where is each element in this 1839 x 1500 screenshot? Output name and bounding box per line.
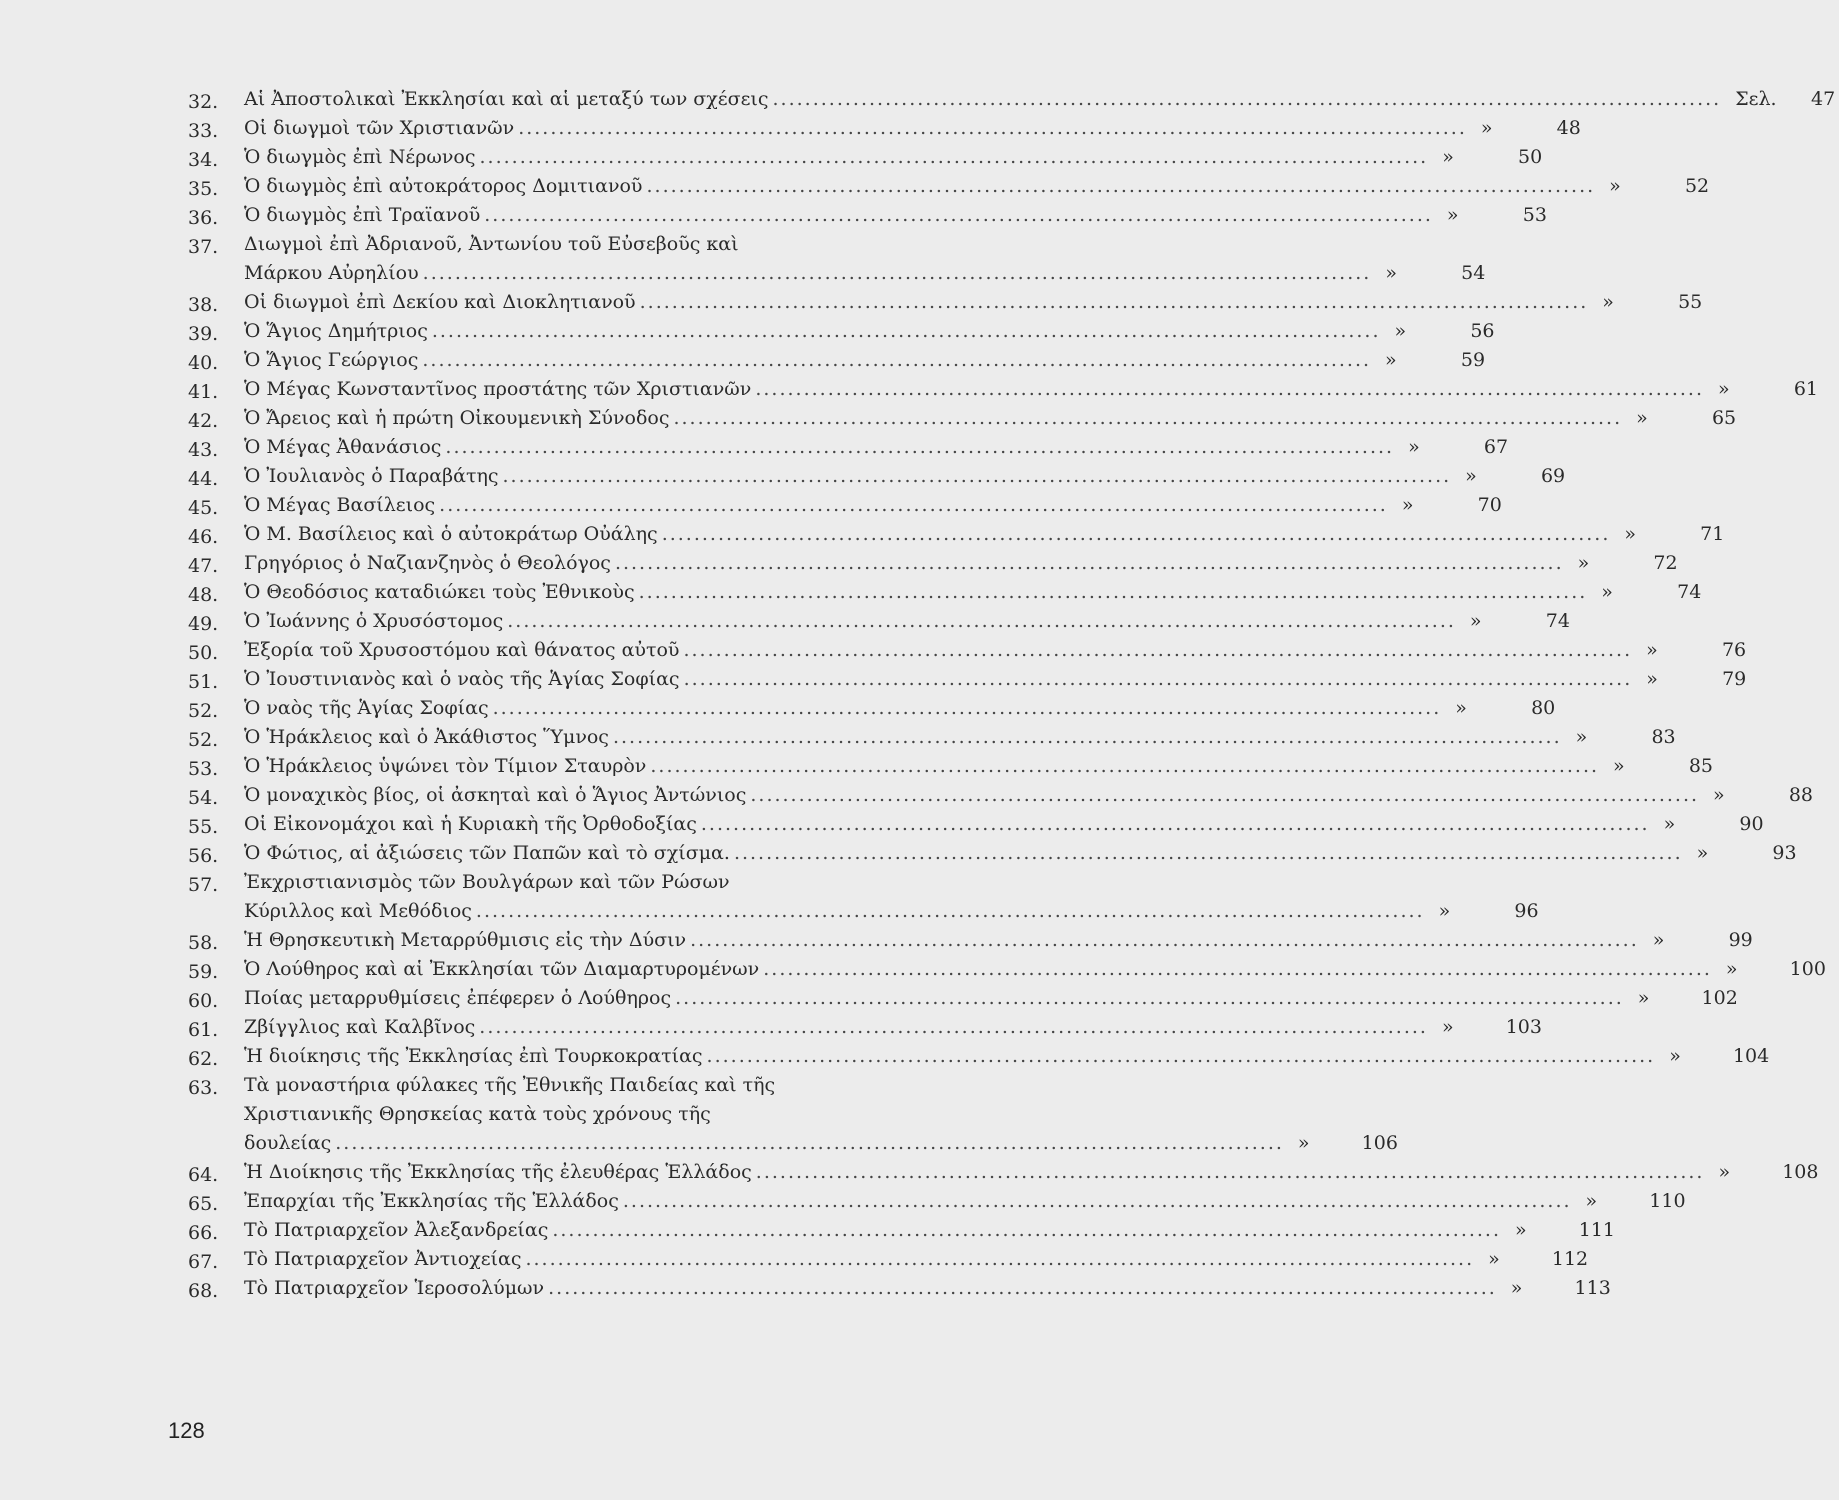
- page-marker: »: [1385, 349, 1397, 371]
- leader-dots: [690, 929, 1639, 951]
- leader-dots: [707, 1045, 1656, 1067]
- toc-entry-number: 51.: [188, 671, 219, 693]
- leader-dots: [548, 1277, 1497, 1299]
- toc-entry-title: Τὸ Πατριαρχεῖον Ἀλεξανδρείας: [244, 1219, 549, 1241]
- toc-entry-title: Γρηγόριος ὁ Ναζιανζηνὸς ὁ Θεολόγος: [244, 552, 611, 574]
- toc-entry: [188, 842, 1797, 871]
- toc-entry-title: δουλείας: [244, 1132, 332, 1154]
- leader-dots: [445, 436, 1394, 458]
- toc-entry-number: 46.: [188, 526, 219, 548]
- toc-entry-page: 54: [1461, 262, 1486, 284]
- toc-entry: [188, 929, 1753, 958]
- page-marker: »: [1652, 929, 1665, 951]
- toc-entry-title: Ὁ Φώτιος, αἱ ἀξιώσεις τῶν Παπῶν καὶ τὸ σχίσμα.: [244, 842, 730, 864]
- page-marker: »: [1401, 494, 1414, 516]
- toc-entry-page: 70: [1477, 494, 1502, 516]
- toc-entry-number: 58.: [188, 932, 219, 954]
- page-marker: »: [1455, 697, 1467, 719]
- toc-entry-number: 39.: [188, 323, 219, 345]
- page-marker: »: [1725, 958, 1738, 980]
- toc-entry-page: 74: [1545, 610, 1570, 632]
- page-number: 128: [168, 1418, 205, 1443]
- page-marker: »: [1394, 320, 1407, 342]
- page-marker: »: [1613, 755, 1625, 777]
- toc-entry-title: Ποίας μεταρρυθμίσεις ἐπέφερεν ὁ Λούθηρος: [244, 987, 672, 1009]
- toc-entry-page: 76: [1721, 639, 1747, 661]
- toc-entry: [188, 1277, 1611, 1306]
- toc-entry: [188, 349, 1486, 378]
- toc-entry-number: 55.: [188, 816, 219, 838]
- page-marker: »: [1438, 900, 1451, 922]
- toc-entry-title: Ὁ Ἡράκλειος ὑψώνει τὸν Τίμιον Σταυρὸν: [244, 755, 647, 777]
- toc-entry-page: 72: [1653, 552, 1678, 574]
- leader-dots: [734, 842, 1683, 864]
- leader-dots: [683, 639, 1632, 661]
- leader-dots: [763, 958, 1712, 980]
- toc-entry-page: 102: [1701, 987, 1738, 1009]
- toc-entry-page: 99: [1728, 929, 1753, 951]
- toc-entry-title: Ὁ Ἄρειος καὶ ἡ πρώτη Οἰκουμενικὴ Σύνοδος: [244, 407, 670, 429]
- toc-entry-title: Ὁ Ἅγιος Γεώργιος: [244, 349, 419, 371]
- toc-entry-title: Ὁ διωγμὸς ἐπὶ αὐτοκράτορος Δομιτιανοῦ: [244, 175, 643, 197]
- leader-dots: [525, 1248, 1474, 1270]
- leader-dots: [756, 1161, 1705, 1183]
- toc-entry-page: 56: [1470, 320, 1495, 342]
- toc-entry: [188, 465, 1566, 494]
- page-marker: »: [1646, 668, 1658, 690]
- leader-dots: [639, 581, 1588, 603]
- toc-entry: [188, 233, 1486, 291]
- toc-entry: [188, 175, 1710, 204]
- toc-entry-number: 42.: [188, 410, 219, 432]
- leader-dots: [613, 726, 1562, 748]
- toc-entry-title: Διωγμοὶ ἐπὶ Ἀδριανοῦ, Ἀντωνίου τοῦ Εὐσεβοῦς καὶ: [244, 233, 739, 255]
- toc-entry-number: 52.: [188, 729, 219, 751]
- toc-entry-page: 108: [1782, 1161, 1819, 1183]
- toc-entry-page: 80: [1531, 697, 1556, 719]
- toc-entry-page: 59: [1460, 349, 1486, 371]
- leader-dots: [646, 175, 1595, 197]
- toc-entry: [188, 1190, 1686, 1219]
- toc-entry-title: Ὁ Ἰουλιανὸς ὁ Παραβάτης: [244, 465, 499, 487]
- page-marker: »: [1480, 117, 1493, 139]
- toc-entry: [188, 987, 1738, 1016]
- toc-entry-number: 52.: [188, 700, 219, 722]
- toc-entry: [188, 755, 1714, 784]
- toc-entry-title: Ὁ Μέγας Βασίλειος: [244, 494, 436, 516]
- toc-entry-page: 55: [1678, 291, 1703, 313]
- toc-entry-number: 68.: [188, 1280, 219, 1302]
- toc-entry-title: Ὁ Ἡράκλειος καὶ ὁ Ἀκάθιστος Ὕμνος: [244, 726, 609, 748]
- leader-dots: [650, 755, 1599, 777]
- toc-entry: [188, 1045, 1770, 1074]
- toc-entry: [188, 610, 1570, 639]
- toc-entry: [188, 378, 1819, 407]
- toc-entry-title: Ἡ Διοίκησις τῆς Ἐκκλησίας τῆς ἐλευθέρας Ἑλλάδος: [244, 1161, 752, 1183]
- page-marker: »: [1609, 175, 1621, 197]
- toc-entry: [188, 88, 1836, 117]
- toc-entry-title: Ὁ Μ. Βασίλειος καὶ ὁ αὐτοκράτωρ Οὐάλης: [244, 523, 658, 545]
- leader-dots: [476, 900, 1425, 922]
- toc-entry-title: Αἱ Ἀποστολικαὶ Ἐκκλησίαι καὶ αἱ μεταξύ των σχέσεις: [244, 88, 769, 110]
- toc-entry-page: 50: [1518, 146, 1543, 168]
- toc-entry: [188, 523, 1725, 552]
- page-marker: »: [1718, 1161, 1731, 1183]
- toc-entry-page: 93: [1772, 842, 1797, 864]
- page-marker: »: [1446, 204, 1459, 226]
- toc-entry-page: 85: [1688, 755, 1714, 777]
- page-marker: »: [1585, 1190, 1598, 1212]
- toc-entry: [188, 726, 1676, 755]
- page-marker: »: [1718, 378, 1730, 400]
- toc-entry-title: Ἐκχριστιανισμὸς τῶν Βουλγάρων καὶ τῶν Ρώσων: [244, 871, 730, 893]
- toc-entry-page: 90: [1739, 813, 1764, 835]
- page-marker: »: [1408, 436, 1420, 458]
- toc-entry-title: Ὁ διωγμὸς ἐπὶ Τραϊανοῦ: [244, 204, 481, 226]
- page-marker: »: [1577, 552, 1590, 574]
- toc-entry: [188, 117, 1581, 146]
- toc-entry: [188, 320, 1495, 349]
- toc-entry-title: Ὁ Θεοδόσιος καταδιώκει τοὺς Ἐθνικοὺς: [244, 581, 635, 603]
- toc-entry-page: 110: [1649, 1190, 1686, 1212]
- toc-entry-number: 62.: [188, 1048, 219, 1070]
- toc-entry-page: 61: [1793, 378, 1819, 400]
- leader-dots: [484, 204, 1433, 226]
- toc-entry-number: 53.: [188, 758, 219, 780]
- toc-entry-page: 53: [1522, 204, 1547, 226]
- leader-dots: [701, 813, 1650, 835]
- toc-entry-title: Ὁ Μέγας Ἀθανάσιος: [244, 436, 442, 458]
- leader-dots: [507, 610, 1456, 632]
- toc-entry-title: Ὁ Ἰουστινιανὸς καὶ ὁ ναὸς τῆς Ἁγίας Σοφίας: [244, 668, 680, 690]
- leader-dots: [480, 146, 1429, 168]
- toc-entry-page: 69: [1540, 465, 1566, 487]
- toc-entry-title: Ὁ Λούθηρος καὶ αἱ Ἐκκλησίαι τῶν Διαμαρτυρομένων: [244, 958, 760, 980]
- leader-dots: [502, 465, 1451, 487]
- toc-entry: [188, 1219, 1616, 1248]
- toc-entry-title: Τὸ Πατριαρχεῖον Ἀντιοχείας: [244, 1248, 522, 1270]
- leader-dots: [432, 320, 1381, 342]
- leader-dots: [518, 117, 1467, 139]
- toc-entry-title: Τὰ μοναστήρια φύλακες τῆς Ἐθνικῆς Παιδείας καὶ τῆς: [244, 1074, 776, 1096]
- toc-entry-title: Οἱ Εἰκονομάχοι καὶ ἡ Κυριακὴ τῆς Ὀρθοδοξίας: [244, 813, 697, 835]
- page-marker: »: [1442, 146, 1454, 168]
- toc-entry-number: 59.: [188, 961, 219, 983]
- toc-entry: [188, 784, 1814, 813]
- toc-entry-page: 83: [1651, 726, 1676, 748]
- toc-entry-title: Ἐπαρχίαι τῆς Ἐκκλησίας τῆς Ἑλλάδος: [244, 1190, 619, 1212]
- leader-dots: [493, 697, 1442, 719]
- page-marker: »: [1575, 726, 1588, 748]
- toc-entry: [188, 581, 1702, 610]
- toc-entry-title: Ὁ Ἅγιος Δημήτριος: [244, 320, 428, 342]
- leader-dots: [750, 784, 1699, 806]
- leader-dots: [662, 523, 1611, 545]
- page-marker: »: [1510, 1277, 1523, 1299]
- toc-entry-page: 48: [1556, 117, 1581, 139]
- toc-entry-title: Τὸ Πατριαρχεῖον Ἱεροσολύμων: [244, 1277, 545, 1299]
- page-marker: »: [1515, 1219, 1527, 1241]
- toc-entry-title: Χριστιανικῆς Θρησκείας κατὰ τοὺς χρόνους τῆς: [244, 1103, 711, 1125]
- toc-entry: [188, 494, 1502, 523]
- leader-dots: [423, 262, 1372, 284]
- toc-entry-number: 61.: [188, 1019, 219, 1041]
- toc-entry-number: 33.: [188, 120, 219, 142]
- toc-entry-title: Ὁ ναὸς τῆς Ἁγίας Σοφίας: [244, 697, 489, 719]
- toc-entry-number: 44.: [188, 468, 219, 490]
- toc-entry-number: 54.: [188, 787, 219, 809]
- toc-entry-page: 79: [1722, 668, 1747, 690]
- page-marker: »: [1601, 581, 1613, 603]
- page-marker: »: [1469, 610, 1482, 632]
- leader-dots: [684, 668, 1633, 690]
- toc-entry-number: 35.: [188, 178, 219, 200]
- page-marker: »: [1669, 1045, 1681, 1067]
- toc-entry: [188, 639, 1747, 668]
- page-marker: »: [1465, 465, 1477, 487]
- toc-entry-number: 66.: [188, 1222, 219, 1244]
- toc-entry-number: 49.: [188, 613, 219, 635]
- page-marker: »: [1663, 813, 1676, 835]
- toc-entry-number: 47.: [188, 555, 219, 577]
- toc-entry-number: 63.: [188, 1077, 219, 1099]
- toc-entry-title: Κύριλλος καὶ Μεθόδιος: [244, 900, 472, 922]
- page-marker: »: [1385, 262, 1397, 284]
- toc-entry-number: 34.: [188, 149, 219, 171]
- leader-dots: [552, 1219, 1501, 1241]
- toc-entry-title: Ὁ διωγμὸς ἐπὶ Νέρωνος: [244, 146, 476, 168]
- toc-entry-page: 112: [1551, 1248, 1589, 1270]
- toc-entry-title: Μάρκου Αὐρηλίου: [244, 262, 419, 284]
- toc-entry-number: 36.: [188, 207, 219, 229]
- leader-dots: [675, 987, 1624, 1009]
- leader-dots: [773, 88, 1722, 110]
- toc-entry-page: 88: [1788, 784, 1814, 806]
- toc-entry-number: 67.: [188, 1251, 219, 1273]
- toc-entry: [188, 871, 1539, 929]
- toc-entry: [188, 697, 1556, 726]
- toc-entry-title: Οἱ διωγμοὶ τῶν Χριστιανῶν: [244, 117, 515, 139]
- toc-entry-number: 40.: [188, 352, 219, 374]
- toc-entry-page: 67: [1483, 436, 1509, 458]
- toc-entry-number: 38.: [188, 294, 219, 316]
- toc-entry-number: 50.: [188, 642, 219, 664]
- page-marker: »: [1602, 291, 1614, 313]
- leader-dots: [623, 1190, 1572, 1212]
- toc-entry-number: 60.: [188, 990, 219, 1012]
- leader-dots: [640, 291, 1589, 313]
- toc-entry-page: 52: [1684, 175, 1710, 197]
- toc-entry: [188, 1161, 1819, 1190]
- toc-entry-page: 47: [1811, 88, 1836, 110]
- toc-entry-title: Ὁ Ἰωάννης ὁ Χρυσόστομος: [244, 610, 504, 632]
- toc-entry: [188, 146, 1543, 175]
- toc-entry-number: 56.: [188, 845, 219, 867]
- toc-entry: [188, 958, 1826, 987]
- toc-entry: [188, 291, 1703, 320]
- toc-entry-page: 100: [1789, 958, 1826, 980]
- page-marker: »: [1696, 842, 1709, 864]
- leader-dots: [755, 378, 1704, 400]
- toc-entry-title: Ὁ μοναχικὸς βίος, οἱ ἀσκηταὶ καὶ ὁ Ἅγιος Ἀντώνιος: [244, 784, 747, 806]
- toc-entry: [188, 1248, 1589, 1277]
- page-marker: »: [1441, 1016, 1454, 1038]
- toc-entry: [188, 407, 1737, 436]
- leader-dots: [479, 1016, 1428, 1038]
- toc-entry-page: 104: [1732, 1045, 1770, 1067]
- toc-entry: [188, 1074, 1398, 1161]
- page-marker: »: [1646, 639, 1658, 661]
- page-marker: »: [1637, 987, 1650, 1009]
- toc-entry-page: 111: [1578, 1219, 1616, 1241]
- toc-entry-page: 65: [1711, 407, 1737, 429]
- toc-entry-number: 48.: [188, 584, 219, 606]
- page-marker: »: [1636, 407, 1648, 429]
- leader-dots: [422, 349, 1371, 371]
- toc-entry-number: 65.: [188, 1193, 219, 1215]
- toc-entry-title: Οἱ διωγμοὶ ἐπὶ Δεκίου καὶ Διοκλητιανοῦ: [244, 291, 636, 313]
- toc-entry-page: 74: [1677, 581, 1702, 603]
- toc-entry-title: Ἡ διοίκησις τῆς Ἐκκλησίας ἐπὶ Τουρκοκρατίας: [244, 1045, 703, 1067]
- toc-entry: [188, 1016, 1542, 1045]
- toc-entry-page: 103: [1505, 1016, 1542, 1038]
- toc-entry-title: Ζβίγγλιος καὶ Καλβῖνος: [244, 1016, 476, 1038]
- toc-entry-page: 113: [1574, 1277, 1611, 1299]
- toc-entry-page: 71: [1700, 523, 1725, 545]
- toc-entry: [188, 436, 1509, 465]
- leader-dots: [615, 552, 1564, 574]
- page-marker: Σελ.: [1735, 88, 1777, 110]
- toc-entry-number: 45.: [188, 497, 219, 519]
- table-of-contents: [188, 88, 1836, 1306]
- toc-entry-title: Ὁ Μέγας Κωνσταντῖνος προστάτης τῶν Χριστιανῶν: [244, 378, 752, 400]
- leader-dots: [335, 1132, 1284, 1154]
- toc-entry: [188, 813, 1764, 842]
- toc-entry: [188, 552, 1678, 581]
- page-marker: »: [1624, 523, 1636, 545]
- toc-entry-number: 32.: [188, 91, 219, 113]
- toc-entry-title: Ἡ Θρησκευτικὴ Μεταρρύθμισις εἰς τὴν Δύσιν: [244, 929, 687, 951]
- toc-entry-number: 64.: [188, 1164, 219, 1186]
- toc-entry: [188, 204, 1547, 233]
- page-marker: »: [1488, 1248, 1500, 1270]
- toc-entry-page: 96: [1514, 900, 1539, 922]
- page-marker: »: [1713, 784, 1725, 806]
- toc-entry-number: 43.: [188, 439, 219, 461]
- toc-entry-page: 106: [1361, 1132, 1398, 1154]
- leader-dots: [439, 494, 1388, 516]
- toc-entry-number: 37.: [188, 236, 219, 258]
- page-marker: »: [1297, 1132, 1310, 1154]
- toc-entry: [188, 668, 1747, 697]
- leader-dots: [673, 407, 1622, 429]
- toc-entry-number: 41.: [188, 381, 219, 403]
- toc-entry-title: Ἐξορία τοῦ Χρυσοστόμου καὶ θάνατος αὐτοῦ: [244, 639, 680, 661]
- toc-entry-number: 57.: [188, 874, 219, 896]
